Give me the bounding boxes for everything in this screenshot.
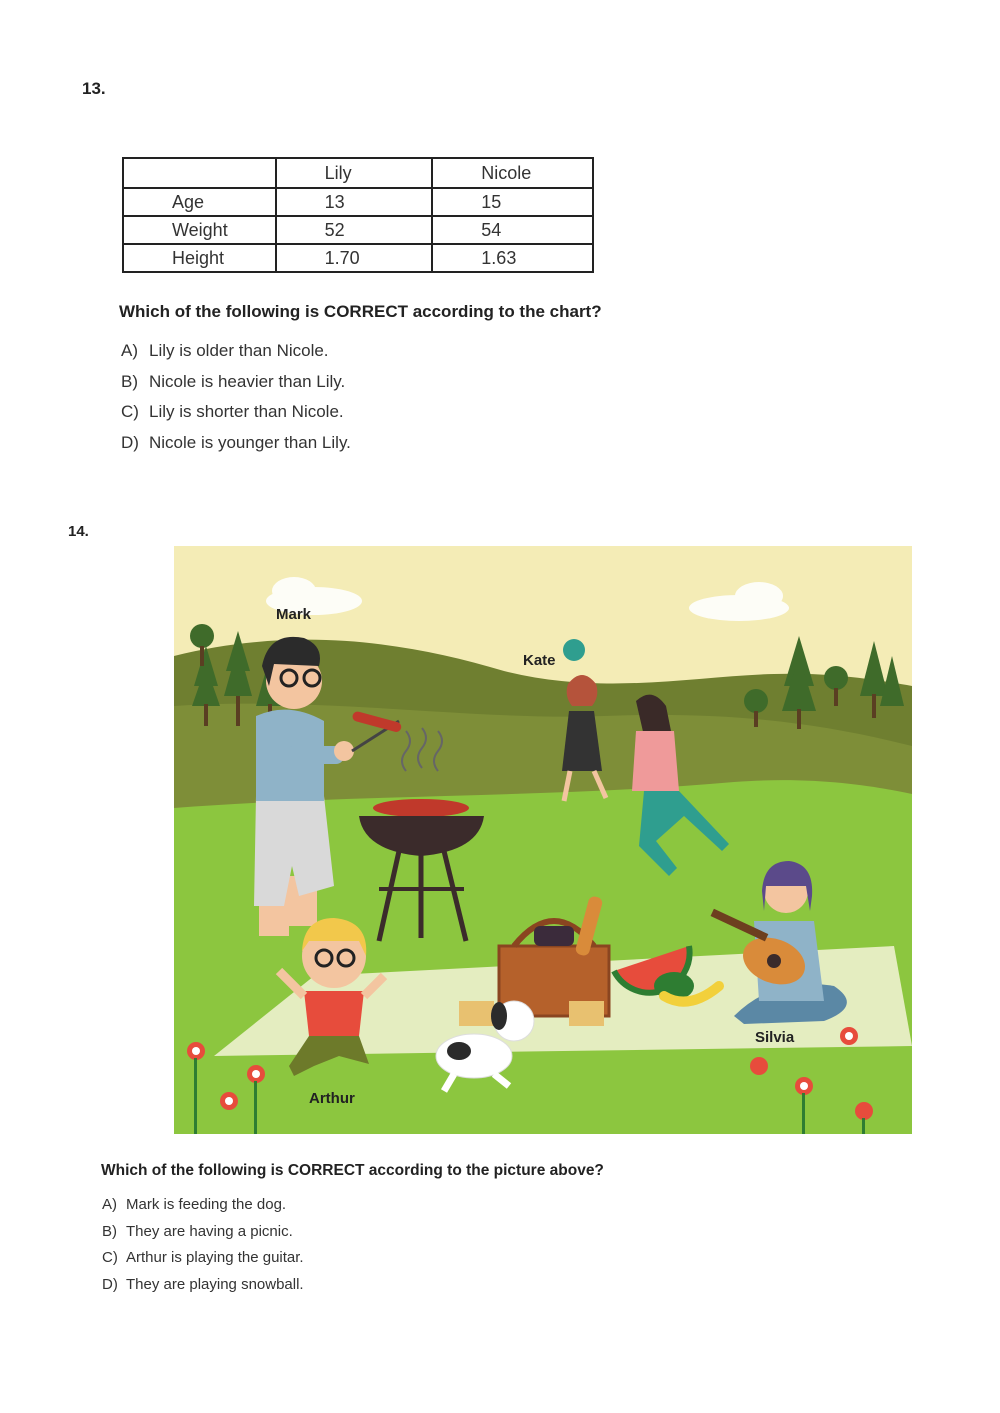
answer-option-a[interactable]	[102, 1195, 304, 1222]
option-letter: D)	[102, 1276, 118, 1294]
answer-option-c[interactable]	[102, 1248, 304, 1275]
option-letter: A)	[121, 341, 138, 360]
question-14-options	[102, 1195, 304, 1302]
table-cell: 52	[276, 216, 433, 244]
option-text: Lily is older than Nicole.	[149, 341, 329, 360]
table-header-row	[123, 158, 593, 188]
table-header-cell: Lily	[276, 158, 433, 188]
answer-option-c[interactable]	[121, 401, 351, 432]
answer-option-b[interactable]	[102, 1222, 304, 1249]
answer-option-d[interactable]	[121, 432, 351, 463]
table-cell: 1.70	[276, 244, 433, 272]
question-13-options	[121, 340, 351, 463]
table-cell: Height	[123, 244, 276, 272]
table-cell: 54	[432, 216, 593, 244]
table-cell: 13	[276, 188, 433, 216]
question-13-text: Which of the following is CORRECT according to the chart?	[119, 302, 602, 321]
answer-option-b[interactable]	[121, 371, 351, 402]
picnic-scene-svg	[174, 546, 912, 1134]
table-cell: Age	[123, 188, 276, 216]
table-row	[123, 188, 593, 216]
option-letter: A)	[102, 1196, 117, 1213]
table-header-cell: Nicole	[432, 158, 593, 188]
option-letter: B)	[121, 371, 138, 391]
label-arthur: Arthur	[309, 1090, 355, 1107]
option-text: Nicole is heavier than Lily.	[149, 371, 346, 391]
question-14-text: Which of the following is CORRECT according to the picture above?	[101, 1162, 604, 1179]
table-cell: 1.63	[432, 244, 593, 272]
option-text: They are having a picnic.	[126, 1222, 293, 1240]
option-letter: D)	[121, 433, 139, 453]
option-letter: B)	[102, 1222, 117, 1240]
option-text: Mark is feeding the dog.	[126, 1196, 287, 1213]
table-cell: Weight	[123, 216, 276, 244]
label-kate: Kate	[523, 652, 556, 669]
table-cell: 15	[432, 188, 593, 216]
option-text: Lily is shorter than Nicole.	[149, 402, 344, 422]
option-text: Arthur is playing the guitar.	[126, 1249, 304, 1267]
table-row	[123, 244, 593, 272]
answer-option-d[interactable]	[102, 1275, 304, 1302]
comparison-table	[122, 157, 594, 273]
table-row	[123, 216, 593, 244]
question-14-number: 14.	[68, 523, 89, 540]
option-letter: C)	[102, 1249, 118, 1267]
answer-option-a[interactable]	[121, 340, 351, 371]
label-mark: Mark	[276, 606, 312, 623]
table-header-cell	[123, 158, 276, 188]
question-13-number: 13.	[82, 79, 106, 98]
option-letter: C)	[121, 402, 139, 422]
picnic-illustration	[174, 546, 912, 1134]
label-silvia: Silvia	[755, 1029, 795, 1046]
option-text: Nicole is younger than Lily.	[149, 433, 351, 453]
option-text: They are playing snowball.	[126, 1276, 304, 1294]
